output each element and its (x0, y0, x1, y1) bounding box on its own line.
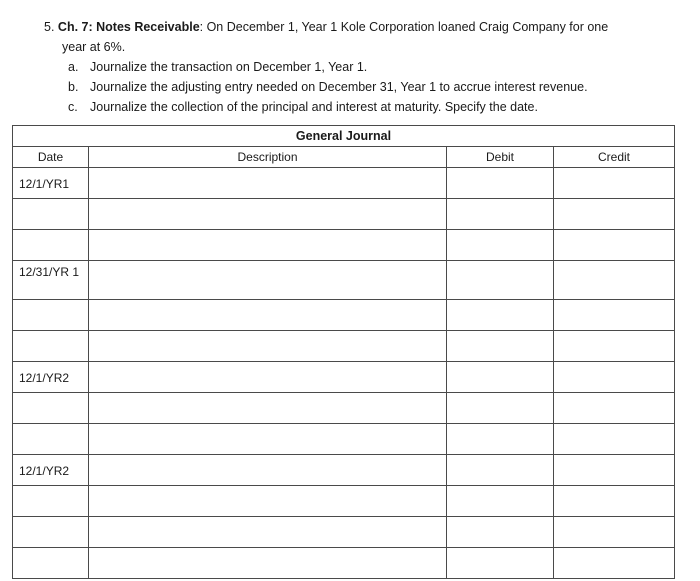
credit-cell[interactable] (554, 199, 675, 230)
journal-row (13, 331, 675, 362)
debit-cell[interactable] (447, 261, 554, 300)
debit-cell[interactable] (447, 455, 554, 486)
description-cell[interactable] (89, 362, 447, 393)
question-intro (44, 17, 684, 37)
journal-row (13, 300, 675, 331)
header-date: Date (13, 147, 89, 168)
journal-row (13, 168, 675, 199)
question-parts (44, 57, 684, 117)
debit-cell[interactable] (447, 168, 554, 199)
credit-cell[interactable] (554, 300, 675, 331)
journal-row (13, 548, 675, 579)
part-text: Journalize the collection of the principal and interest at maturity. Specify the date. (90, 100, 538, 114)
date-cell[interactable] (13, 517, 89, 548)
journal-title: General Journal (13, 126, 675, 147)
journal-row (13, 261, 675, 300)
question-number: 5. (44, 20, 55, 34)
description-cell[interactable] (89, 261, 447, 300)
date-text: 12/1/YR2 (19, 464, 70, 478)
date-text (13, 230, 81, 238)
description-cell[interactable] (89, 517, 447, 548)
question-part-a (44, 57, 684, 77)
date-text (13, 300, 81, 308)
journal-row (13, 393, 675, 424)
credit-cell[interactable] (554, 517, 675, 548)
description-cell[interactable] (89, 548, 447, 579)
debit-cell[interactable] (447, 230, 554, 261)
date-cell[interactable] (13, 455, 89, 486)
question-part-c (44, 97, 684, 117)
date-cell[interactable] (13, 331, 89, 362)
date-cell[interactable] (13, 199, 89, 230)
description-cell[interactable] (89, 486, 447, 517)
credit-cell[interactable] (554, 455, 675, 486)
debit-cell[interactable] (447, 517, 554, 548)
date-text (13, 424, 81, 432)
journal-row (13, 455, 675, 486)
chapter-title: Ch. 7: Notes Receivable (57, 20, 200, 34)
header-description: Description (89, 147, 447, 168)
journal-row (13, 362, 675, 393)
credit-cell[interactable] (554, 230, 675, 261)
credit-cell[interactable] (554, 331, 675, 362)
date-text (13, 199, 81, 207)
debit-cell[interactable] (447, 548, 554, 579)
journal-row (13, 517, 675, 548)
credit-cell[interactable] (554, 261, 675, 300)
date-cell[interactable] (13, 168, 89, 199)
debit-cell[interactable] (447, 424, 554, 455)
date-cell[interactable] (13, 548, 89, 579)
date-text (13, 393, 81, 401)
part-text: Journalize the adjusting entry needed on December 31, Year 1 to accrue interest revenue. (90, 80, 588, 94)
header-credit: Credit (554, 147, 675, 168)
credit-cell[interactable] (554, 486, 675, 517)
date-text: 12/1/YR1 (19, 177, 70, 191)
credit-cell[interactable] (554, 548, 675, 579)
date-text (13, 486, 81, 494)
journal-row (13, 199, 675, 230)
question-part-b (44, 77, 684, 97)
date-text (13, 331, 81, 339)
date-text: 12/1/YR2 (19, 371, 70, 385)
credit-cell[interactable] (554, 362, 675, 393)
description-cell[interactable] (89, 393, 447, 424)
date-cell[interactable] (13, 424, 89, 455)
date-cell[interactable] (13, 300, 89, 331)
date-text: 12/31/YR 1 (19, 265, 80, 279)
credit-cell[interactable] (554, 168, 675, 199)
journal-row (13, 230, 675, 261)
date-cell[interactable] (13, 230, 89, 261)
journal-row (13, 424, 675, 455)
description-cell[interactable] (89, 230, 447, 261)
debit-cell[interactable] (447, 199, 554, 230)
debit-cell[interactable] (447, 300, 554, 331)
date-cell[interactable] (13, 393, 89, 424)
description-cell[interactable] (89, 199, 447, 230)
credit-cell[interactable] (554, 393, 675, 424)
description-cell[interactable] (89, 455, 447, 486)
question-block (44, 17, 684, 117)
date-cell[interactable] (13, 261, 89, 300)
journal-row (13, 486, 675, 517)
description-cell[interactable] (89, 331, 447, 362)
part-letter: b. (68, 80, 79, 94)
description-cell[interactable] (89, 424, 447, 455)
intro-continuation: year at 6%. (62, 40, 126, 54)
debit-cell[interactable] (447, 362, 554, 393)
debit-cell[interactable] (447, 486, 554, 517)
part-letter: c. (68, 100, 78, 114)
part-letter: a. (68, 60, 79, 74)
date-cell[interactable] (13, 362, 89, 393)
part-text: Journalize the transaction on December 1, Year 1. (90, 60, 368, 74)
debit-cell[interactable] (447, 331, 554, 362)
description-cell[interactable] (89, 300, 447, 331)
date-text (13, 517, 81, 525)
date-cell[interactable] (13, 486, 89, 517)
general-journal-table (12, 125, 675, 579)
header-debit: Debit (447, 147, 554, 168)
description-cell[interactable] (89, 168, 447, 199)
date-text (13, 548, 81, 556)
intro-text: : On December 1, Year 1 Kole Corporation loaned Craig Company for one (199, 20, 609, 34)
credit-cell[interactable] (554, 424, 675, 455)
debit-cell[interactable] (447, 393, 554, 424)
